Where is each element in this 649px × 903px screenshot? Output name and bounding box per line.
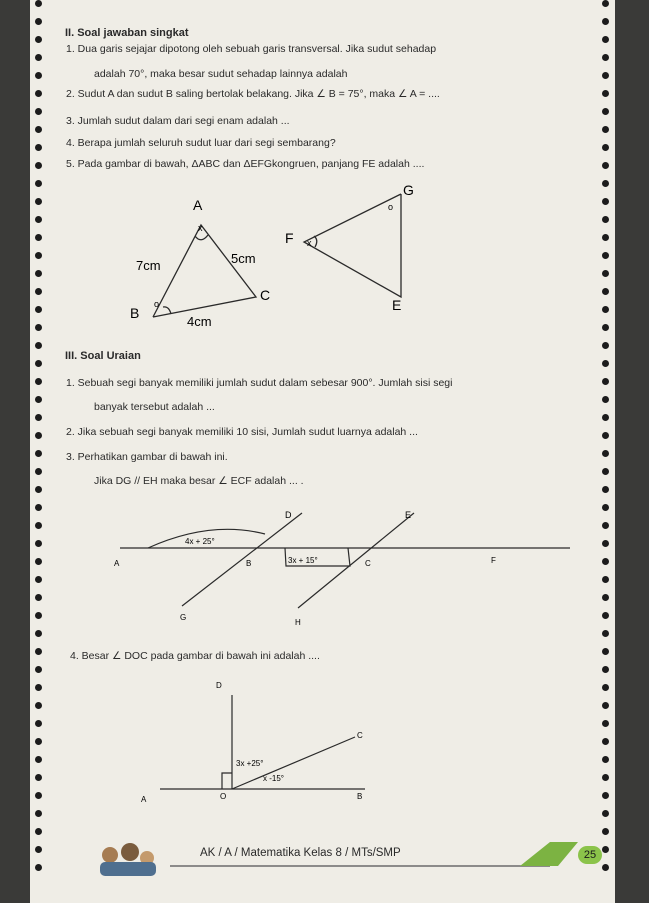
question-3-3-sub: Jika DG // EH maka besar ∠ ECF adalah ... .	[94, 475, 304, 487]
label-h-point: H	[295, 618, 301, 627]
question-2-1: 1. Dua garis sejajar dipotong oleh sebuah garis transversal. Jika sudut sehadap	[66, 43, 437, 55]
question-2-2: 2. Sudut A dan sudut B saling bertolak belakang. Jika ∠ B = 75°, maka ∠ A = ....	[66, 88, 440, 100]
label-b-point: B	[246, 559, 252, 568]
section-2-heading: II. Soal jawaban singkat	[65, 27, 189, 39]
worksheet-page	[30, 0, 615, 903]
footer-decor	[30, 0, 615, 903]
angle-3x-label: 3x + 15°	[288, 556, 318, 565]
question-3-1: 1. Sebuah segi banyak memiliki jumlah sudut dalam sebesar 900°. Jumlah sisi segi	[66, 377, 453, 389]
label-c-point: C	[365, 559, 371, 568]
label-angle-o: o	[154, 299, 160, 309]
label-a-left: A	[141, 795, 147, 804]
question-3-3: 3. Perhatikan gambar di bawah ini.	[66, 451, 228, 463]
side-ac-length: 5cm	[231, 251, 256, 266]
label-f-point: F	[491, 556, 496, 565]
footer-text: AK / A / Matematika Kelas 8 / MTs/SMP	[200, 847, 401, 859]
label-c-ray: C	[357, 731, 363, 740]
question-2-3: 3. Jumlah sudut dalam dari segi enam adalah ...	[66, 115, 290, 127]
label-angle-g-o: o	[388, 202, 394, 212]
label-a-point: A	[114, 559, 120, 568]
label-d: D	[285, 510, 292, 520]
label-angle-f-x: x	[307, 238, 312, 248]
question-2-4: 4. Berapa jumlah seluruh sudut luar dari segi sembarang?	[66, 137, 336, 149]
label-e-point: E	[405, 510, 412, 520]
label-a: A	[193, 197, 203, 213]
label-o-vertex: O	[220, 792, 227, 801]
angle-x15-label: x -15°	[263, 774, 284, 783]
question-3-2: 2. Jika sebuah segi banyak memiliki 10 sisi, Jumlah sudut luarnya adalah ...	[66, 426, 418, 438]
side-bc-length: 4cm	[187, 314, 212, 329]
label-g: G	[403, 182, 414, 198]
angle-4x-label: 4x + 25°	[185, 537, 215, 546]
question-3-4: 4. Besar ∠ DOC pada gambar di bawah ini adalah ....	[70, 650, 320, 662]
section-3-heading: III. Soal Uraian	[65, 350, 141, 362]
label-b: B	[130, 305, 140, 321]
angle-3x25-label: 3x +25°	[236, 759, 264, 768]
label-angle-x: x	[198, 223, 203, 233]
footer-green-tab	[520, 842, 578, 866]
side-ab-length: 7cm	[136, 258, 161, 273]
label-g-point: G	[180, 613, 187, 622]
page-number: 25	[578, 846, 602, 864]
label-f: F	[285, 230, 294, 246]
question-3-1-cont: banyak tersebut adalah ...	[94, 401, 215, 413]
question-2-5: 5. Pada gambar di bawah, ΔABC dan ΔEFGkongruen, panjang FE adalah ....	[66, 158, 425, 170]
student-cartoon-icon	[100, 843, 156, 876]
label-c: C	[260, 287, 271, 303]
question-2-1-cont: adalah 70°, maka besar sudut sehadap lainnya adalah	[94, 68, 348, 80]
label-e: E	[392, 297, 402, 313]
label-d-top: D	[216, 681, 222, 690]
label-b-right: B	[357, 792, 363, 801]
